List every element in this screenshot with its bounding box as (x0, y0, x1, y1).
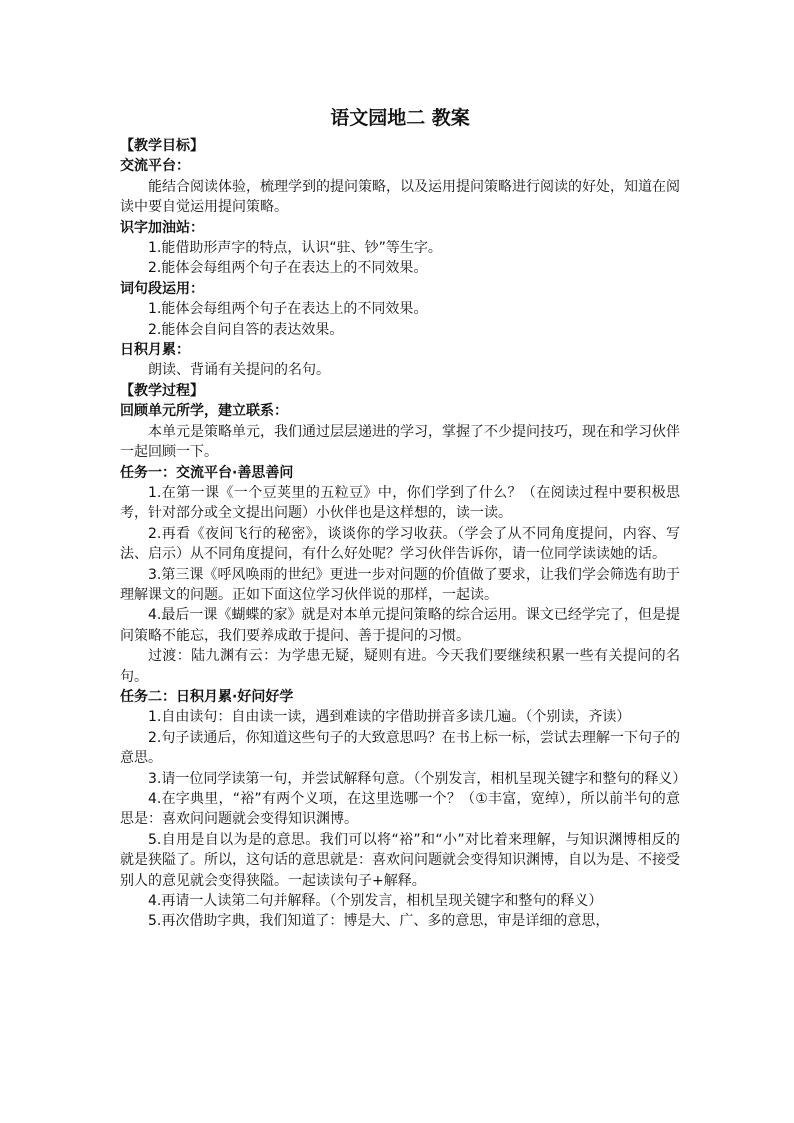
body-paragraph: 本单元是策略单元，我们通过层层递进的学习，掌握了不少提问技巧，现在和学习伙伴一起回顾一下。 (120, 423, 680, 461)
body-paragraph: 能结合阅读体验，梳理学到的提问策略，以及运用提问策略进行阅读的好处，知道在阅读中要自觉运用提问策略。 (120, 178, 680, 216)
body-paragraph: 朗读、背诵有关提问的名句。 (148, 362, 330, 379)
body-paragraph: 4.再请一人读第二句并解释。（个别发言，相机呈现关键字和整句的释义） (148, 893, 603, 910)
section-heading: 【教学过程】 (120, 382, 204, 399)
section-heading: 交流平台： (120, 158, 190, 175)
body-paragraph: 1.自由读句：自由读一读，遇到难读的字借助拼音多读几遍。（个别读，齐读） (148, 709, 631, 726)
section-heading: 【教学目标】 (120, 138, 204, 154)
body-paragraph: 2.能体会每组两个句子在表达上的不同效果。 (148, 260, 428, 277)
body-paragraph: 5.再次借助字典，我们知道了：博是大、广、多的意思，审是详细的意思， (148, 913, 610, 930)
body-paragraph: 5.自用是自以为是的意思。我们可以将“裕”和“小”对比着来理解，与知识渊博相反的就是狭隘了。所以，这句话的意思就是：喜欢问问题就会变得知识渊博，自以为是、不接受别人的意见就会变得狭隘。一起读读句子+解释。 (120, 831, 680, 889)
body-paragraph: 2.句子读通后，你知道这些句子的大致意思吗？在书上标一标，尝试去理解一下句子的意思。 (120, 729, 680, 767)
body-paragraph: 1.能借助形声字的特点，认识“驻、钞”等生字。 (148, 240, 442, 257)
document-page (120, 104, 687, 932)
body-paragraph: 2.再看《夜间飞行的秘密》，谈谈你的学习收获。（学会了从不同角度提问，内容、写法、启示）从不同角度提问，有什么好处呢？学习伙伴告诉你，请一位同学读读她的话。 (120, 525, 680, 563)
body-paragraph: 1.能体会每组两个句子在表达上的不同效果。 (148, 301, 428, 318)
section-heading: 日积月累： (120, 342, 190, 359)
section-heading: 识字加油站： (120, 219, 204, 236)
body-paragraph: 2.能体会自问自答的表达效果。 (148, 321, 344, 338)
section-heading: 词句段运用： (120, 280, 204, 297)
body-paragraph: 3.请一位同学读第一句，并尝试解释句意。（个别发言，相机呈现关键字和整句的释义） (148, 770, 687, 787)
document-body (120, 136, 687, 932)
section-heading: 任务二：日积月累·好问好学 (120, 688, 294, 705)
section-heading: 回顾单元所学，建立联系： (120, 403, 288, 420)
document-title: 语文园地二 教案 (330, 107, 470, 129)
body-paragraph: 3.第三课《呼风唤雨的世纪》更进一步对问题的价值做了要求，让我们学会筛选有助于理解课文的问题。正如下面这位学习伙伴说的那样，一起读。 (120, 566, 680, 603)
body-paragraph: 1.在第一课《一个豆荚里的五粒豆》中，你们学到了什么？（在阅读过程中要积极思考，针对部分或全文提出问题）小伙伴也是这样想的，读一读。 (120, 484, 680, 522)
body-paragraph: 4.在字典里，“裕”有两个义项，在这里选哪一个？（①丰富，宽绰），所以前半句的意思是：喜欢问问题就会变得知识渊博。 (120, 791, 680, 828)
body-paragraph: 过渡：陆九渊有云：为学患无疑，疑则有进。今天我们要继续积累一些有关提问的名句。 (120, 648, 680, 685)
section-heading: 任务一：交流平台·善思善问 (120, 464, 294, 481)
body-paragraph: 4.最后一课《蝴蝶的家》就是对本单元提问策略的综合运用。课文已经学完了，但是提问策略不能忘，我们要养成敢于提问、善于提问的习惯。 (120, 607, 680, 644)
